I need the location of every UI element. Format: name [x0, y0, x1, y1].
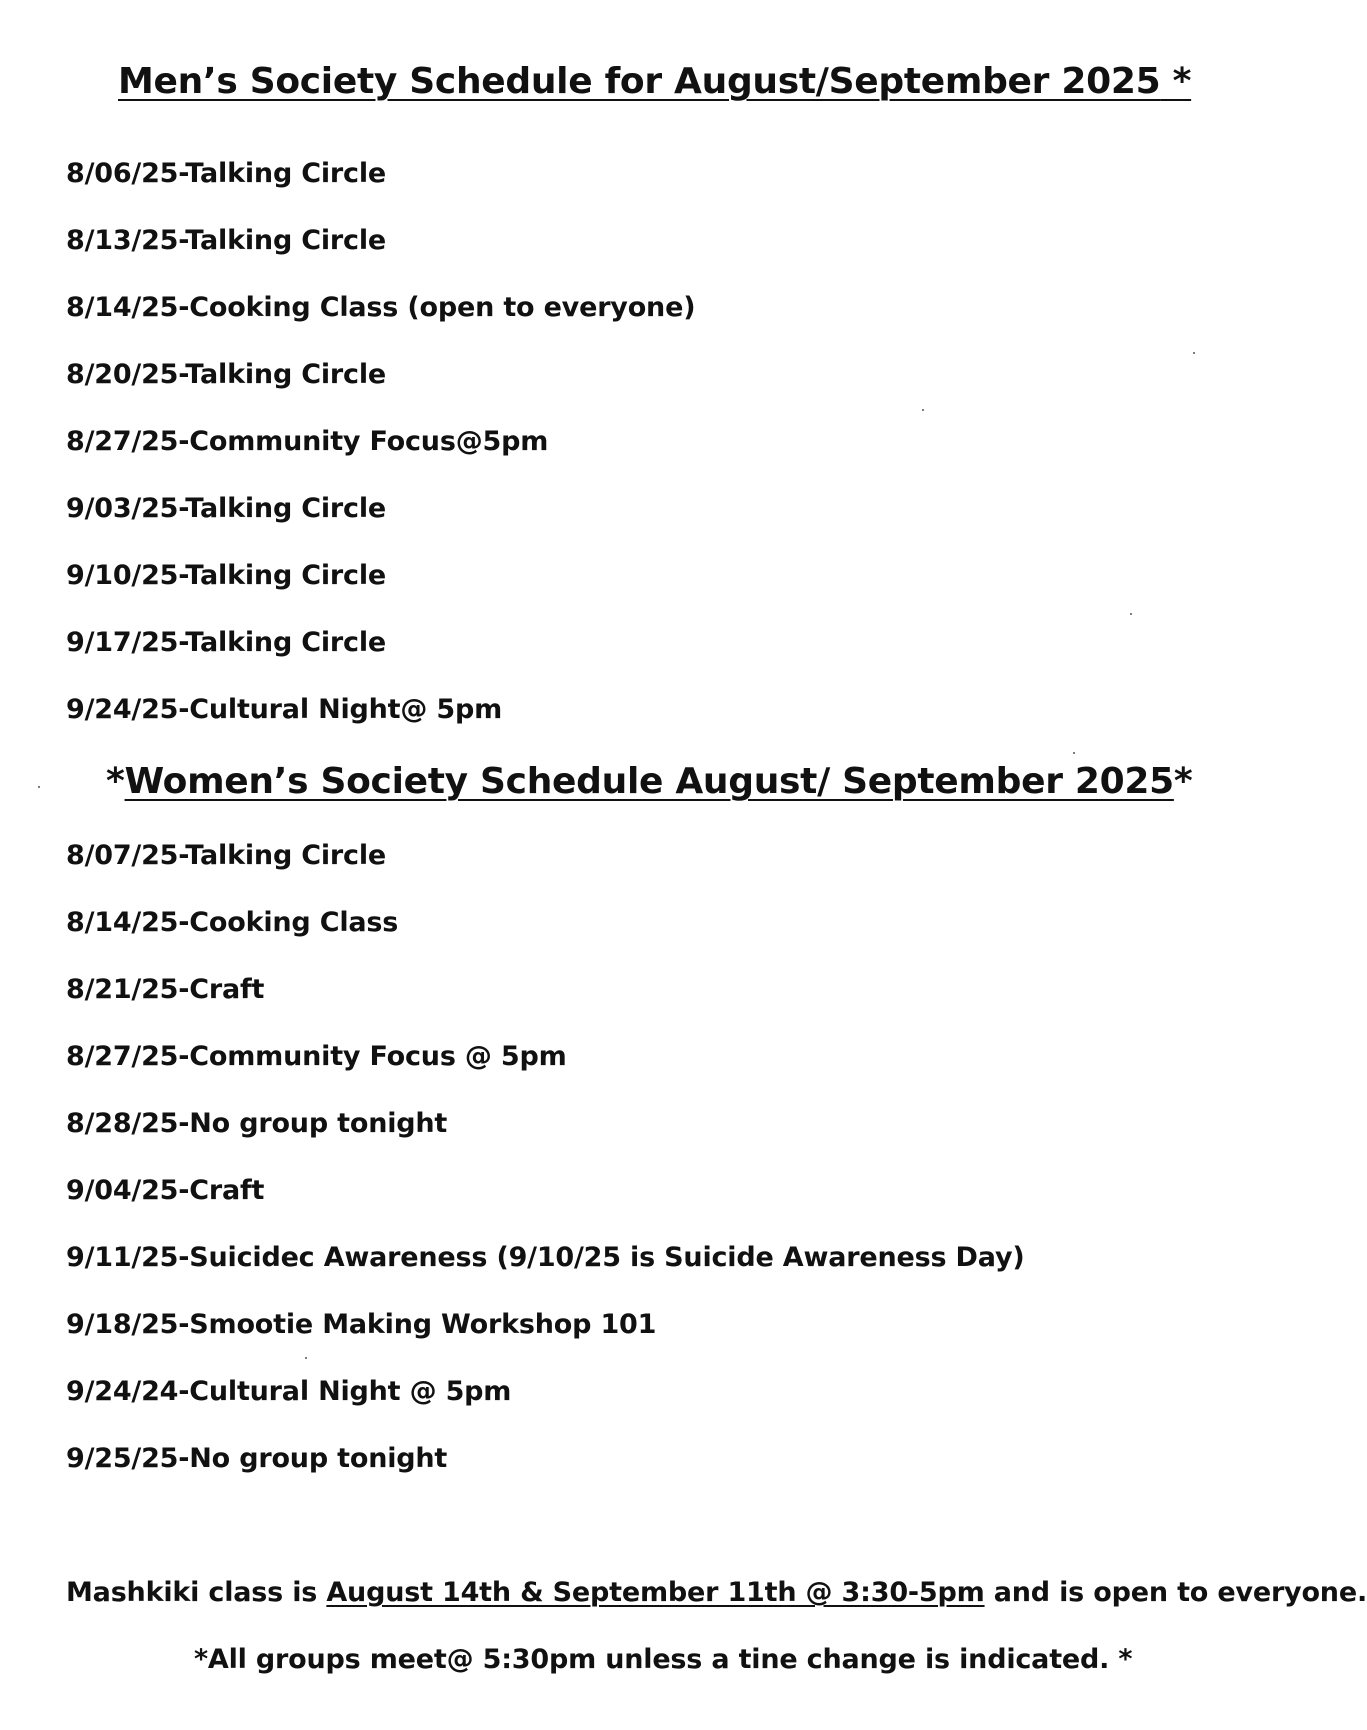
scan-speck — [1193, 352, 1195, 354]
list-item: 9/04/25-Craft — [66, 1175, 265, 1206]
list-item: 9/25/25-No group tonight — [66, 1443, 448, 1474]
womens-title-suffix: * — [1173, 761, 1193, 802]
all-groups-note: *All groups meet@ 5:30pm unless a tine change is indicated. * — [194, 1644, 1133, 1675]
list-item: 9/24/24-Cultural Night @ 5pm — [66, 1376, 512, 1407]
list-item: 8/07/25-Talking Circle — [66, 840, 387, 871]
scan-speck — [922, 409, 924, 411]
list-item: 8/27/25-Community Focus @ 5pm — [66, 1041, 567, 1072]
mashkiki-dates: August 14th & September 11th @ 3:30-5pm — [326, 1577, 985, 1608]
womens-title-text: Women’s Society Schedule August/ September 2025 — [124, 761, 1174, 802]
list-item: 8/14/25-Cooking Class (open to everyone) — [66, 292, 696, 323]
list-item: 8/20/25-Talking Circle — [66, 359, 387, 390]
mens-title-suffix: * — [1160, 61, 1192, 102]
list-item: 9/03/25-Talking Circle — [66, 493, 387, 524]
list-item: 9/18/25-Smootie Making Workshop 101 — [66, 1309, 657, 1340]
womens-schedule-title — [106, 760, 1192, 804]
mashkiki-note-tail: and is open to everyone. — [984, 1577, 1367, 1608]
mens-schedule-list — [66, 158, 695, 761]
list-item: 9/17/25-Talking Circle — [66, 627, 387, 658]
scan-speck — [38, 786, 40, 788]
scan-speck — [1130, 613, 1132, 615]
list-item: 9/10/25-Talking Circle — [66, 560, 387, 591]
list-item: 8/06/25-Talking Circle — [66, 158, 387, 189]
mens-schedule-title — [118, 60, 1191, 104]
list-item: 8/28/25-No group tonight — [66, 1108, 448, 1139]
list-item: 9/11/25-Suicidec Awareness (9/10/25 is Suicide Awareness Day) — [66, 1242, 1025, 1273]
scan-speck — [305, 1357, 307, 1359]
list-item: 9/24/25-Cultural Night@ 5pm — [66, 694, 503, 725]
womens-schedule-list — [66, 840, 1025, 1510]
mashkiki-class-note — [66, 1577, 1367, 1609]
scan-speck — [1073, 752, 1075, 754]
womens-title-prefix: * — [106, 761, 125, 802]
list-item: 8/27/25-Community Focus@5pm — [66, 426, 549, 457]
mens-title-text: Men’s Society Schedule for August/September 2025 — [118, 61, 1161, 102]
list-item: 8/21/25-Craft — [66, 974, 265, 1005]
mashkiki-note-lead: Mashkiki class is — [66, 1577, 327, 1608]
list-item: 8/14/25-Cooking Class — [66, 907, 399, 938]
list-item: 8/13/25-Talking Circle — [66, 225, 387, 256]
